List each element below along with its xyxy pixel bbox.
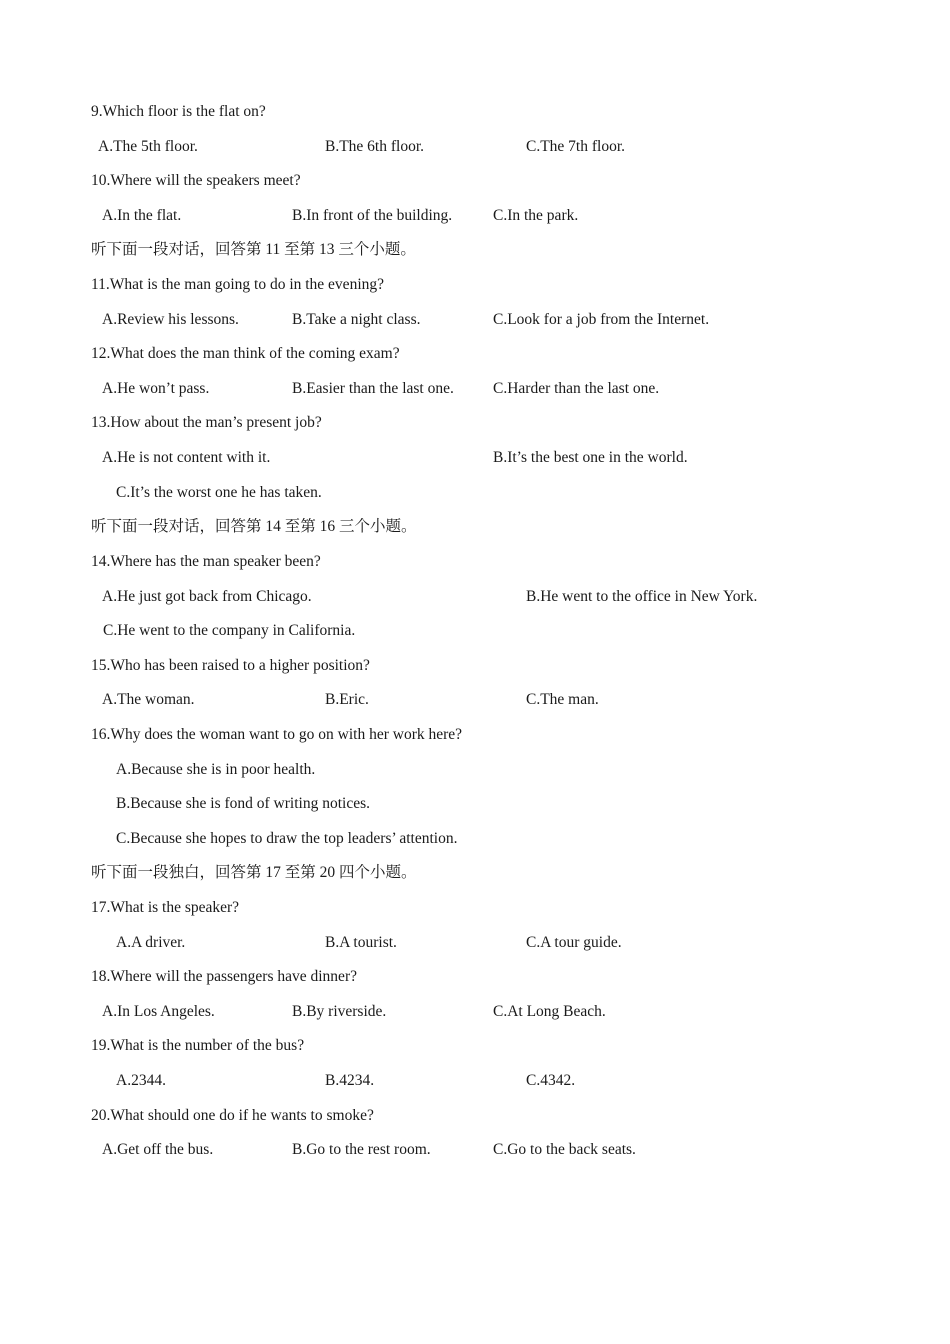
q13-option-a: A.He is not content with it. [102,449,271,466]
q11-option-a: A.Review his lessons. [102,311,239,328]
q14-option-a: A.He just got back from Chicago. [102,588,312,605]
q17-option-c: C.A tour guide. [526,934,622,951]
q14-option-b: B.He went to the office in New York. [526,588,758,605]
question-20: 20.What should one do if he wants to smoke? [91,1107,374,1124]
q18-option-a: A.In Los Angeles. [102,1003,215,1020]
q10-option-a: A.In the flat. [102,207,182,224]
section-instruction-11-13: 听下面一段对话，回答第 11 至第 13 三个小题。 [91,241,416,258]
q18-option-b: B.By riverside. [292,1003,387,1020]
question-15: 15.Who has been raised to a higher position? [91,657,370,674]
q9-option-a: A.The 5th floor. [98,138,198,155]
section-instruction-14-16: 听下面一段对话，回答第 14 至第 16 三个小题。 [91,518,417,535]
question-11: 11.What is the man going to do in the evening? [91,276,385,293]
question-14: 14.Where has the man speaker been? [91,553,321,570]
question-16: 16.Why does the woman want to go on with her work here? [91,726,463,743]
question-12: 12.What does the man think of the coming exam? [91,345,400,362]
q14-option-c: C.He went to the company in California. [103,622,356,639]
q11-option-b: B.Take a night class. [292,311,421,328]
section-instruction-17-20: 听下面一段独白，回答第 17 至第 20 四个小题。 [91,864,417,881]
q19-option-c: C.4342. [526,1072,576,1089]
question-10: 10.Where will the speakers meet? [91,172,301,189]
q13-option-b: B.It’s the best one in the world. [493,449,688,466]
question-18: 18.Where will the passengers have dinner? [91,968,357,985]
q11-option-c: C.Look for a job from the Internet. [493,311,710,328]
q16-option-b: B.Because she is fond of writing notices. [116,795,370,812]
q17-option-a: A.A driver. [116,934,186,951]
q20-option-c: C.Go to the back seats. [493,1141,636,1158]
q20-option-a: A.Get off the bus. [102,1141,214,1158]
q10-option-b: B.In front of the building. [292,207,453,224]
q19-option-b: B.4234. [325,1072,375,1089]
q10-option-c: C.In the park. [493,207,579,224]
q19-option-a: A.2344. [116,1072,166,1089]
q16-option-a: A.Because she is in poor health. [116,761,316,778]
question-9: 9.Which floor is the flat on? [91,103,266,120]
q9-option-c: C.The 7th floor. [526,138,626,155]
q16-option-c: C.Because she hopes to draw the top leaders’ attention. [116,830,458,847]
q15-option-b: B.Eric. [325,691,369,708]
question-19: 19.What is the number of the bus? [91,1037,305,1054]
question-17: 17.What is the speaker? [91,899,240,916]
q15-option-a: A.The woman. [102,691,195,708]
q12-option-c: C.Harder than the last one. [493,380,660,397]
q15-option-c: C.The man. [526,691,599,708]
q20-option-b: B.Go to the rest room. [292,1141,431,1158]
q9-option-b: B.The 6th floor. [325,138,425,155]
q17-option-b: B.A tourist. [325,934,397,951]
question-13: 13.How about the man’s present job? [91,414,322,431]
q12-option-a: A.He won’t pass. [102,380,210,397]
q18-option-c: C.At Long Beach. [493,1003,606,1020]
q13-option-c: C.It’s the worst one he has taken. [116,484,322,501]
q12-option-b: B.Easier than the last one. [292,380,454,397]
